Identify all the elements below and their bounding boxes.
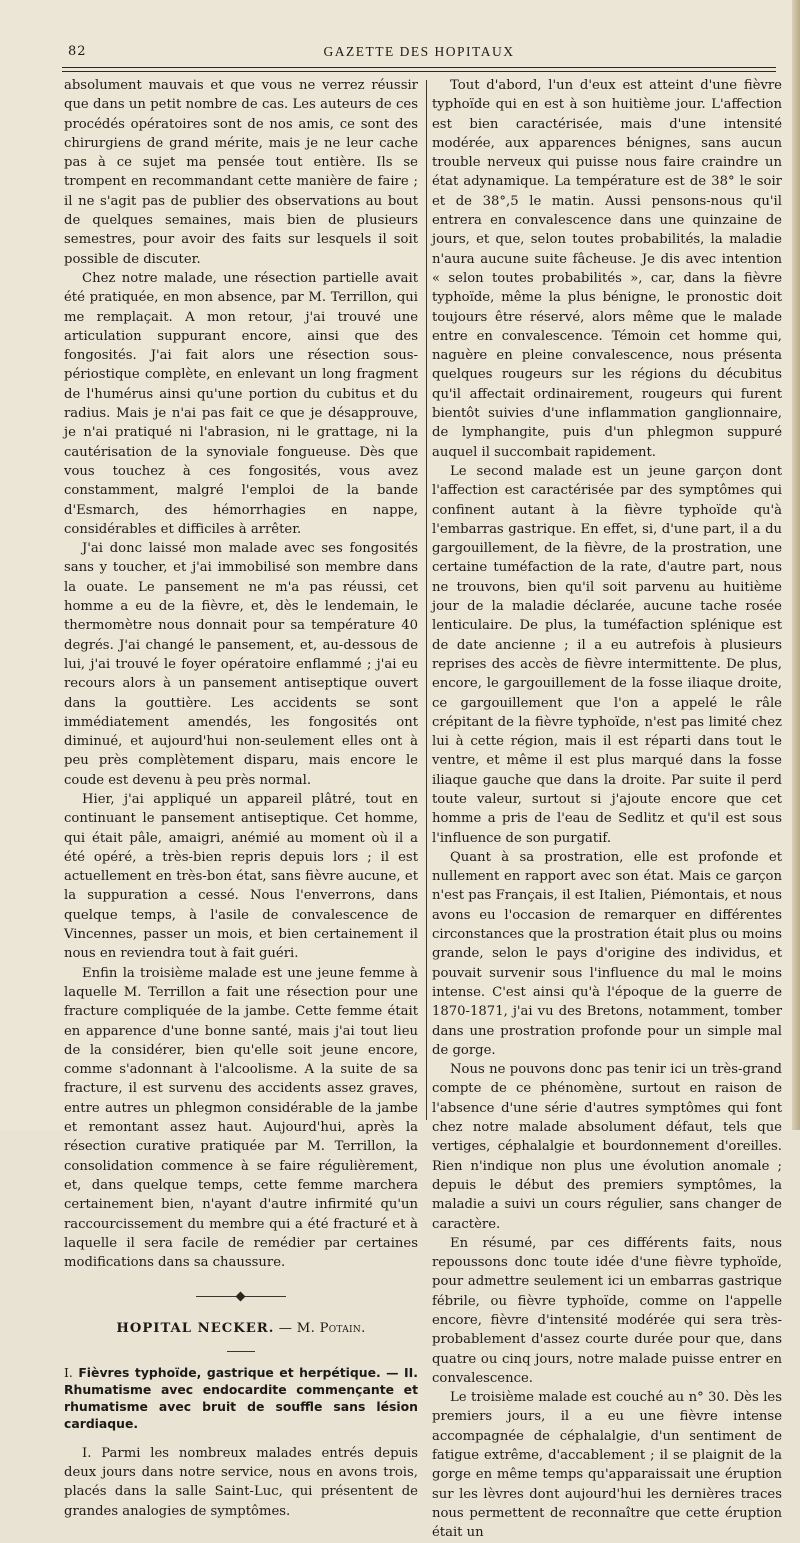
- paragraph: Tout d'abord, l'un d'eux est atteint d'une fièvre typhoïde qui en est à son huitième jour. L'affection est bien caractérisée, mais d'une intensité modérée, aux apparences bénignes, sans aucun trouble nerveux qui puisse nous faire craindre un état adynamique. La température est de 38° le soir et de 38°,5 le matin. Aussi pensons-nous qu'il entrera en convalescence dans une quinzaine de jours, et que, selon toutes probabilités, la maladie n'aura aucune suite fâcheuse. Je dis avec intention « selon toutes probabilités », car, dans la fièvre typhoïde, même la plus bénigne, le pronostic doit toujours être réservé, alors même que le malade entre en convalescence. Témoin cet homme qui, naguère en pleine convalescence, nous présenta quelques rougeurs sur les régions du décubitus qu'il affectait ordinairement, rougeurs qui furent bientôt suivies d'une inflammation ganglionnaire, de lymphangite, puis d'un phlegmon suppuré auquel il succombait rapidement.: [432, 78, 782, 460]
- section-heading: [64, 1319, 418, 1338]
- paragraph: Chez notre malade, une résection partielle avait été pratiquée, en mon absence, par M. Terrillon, qui me remplaçait. A mon retour, j'ai trouvé une articulation suppurant encore, ainsi que des fongosités. J'ai fait alors une résection sous-périostique complète, en enlevant un long fragment de l'humérus ainsi qu'une portion du cubitus et du radius. Mais je n'ai pas fait ce que je désapprouve, je n'ai pratiqué ni l'abrasion, ni le grattage, ni la cautérisation de la synoviale fongueuse. Dès que vous touchez à ces fongosités, vous avez constamment, malgré l'emploi de la bande d'Esmarch, des hémorrhagies en nappe, considérables et difficiles à arrêter.: [64, 270, 418, 537]
- right-column: [432, 76, 782, 1541]
- column-divider: [426, 80, 427, 1120]
- paragraph: En résumé, par ces différents faits, nous repoussons donc toute idée d'une fièvre typhoïde, pour admettre seulement ici un embarras gastrique fébrile, ou fièvre typhoïde, comme on l'appelle encore, fièvre d'intensité modérée qui sera très-probablement d'assez courte durée pour que, dans quatre ou cinq jours, notre malade puisse entrer en convalescence.: [432, 1235, 782, 1386]
- subject-text: Fièvres typhoïde, gastrique et herpétique. — II. Rhumatisme avec endocardite commençante et rhumatisme avec bruit de souffle sans lésion cardiaque.: [64, 1364, 418, 1431]
- paragraph: J'ai donc laissé mon malade avec ses fongosités sans y toucher, et j'ai immobilisé son membre dans la ouate. Le pansement ne m'a pas réussi, cet homme a eu de la fièvre, et, dès le lendemain, le thermomètre nous donnait pour sa température 40 degrés. J'ai changé le pansement, et, au-dessous de lui, j'ai trouvé le foyer opératoire enflammé ; j'ai eu recours alors à un pansement antiseptique ouvert dans la gouttière. Les accidents se sont immédiatement amendés, les fongosités ont diminué, et aujourd'hui non-seulement elles ont à peu près complètement disparu, mais encore le coude est devenu à peu près normal.: [64, 541, 418, 788]
- header-rule: [62, 67, 776, 68]
- paragraph: Quant à sa prostration, elle est profonde et nullement en rapport avec son état. Mais ce garçon n'est pas Français, il est Italien, Piémontais, et nous avons eu l'occasion de remarquer en différentes circonstances que la prostration était plus ou moins grande, selon le pays d'origine des individus, et pouvait survenir sous l'influence du mal le moins intense. C'est ainsi qu'à l'époque de la guerre de 1870-1871, j'ai vu des Bretons, notamment, tomber dans une prostration profonde pour un simple mal de gorge.: [432, 849, 782, 1058]
- heading-author: M. Potain.: [296, 1321, 366, 1337]
- section-separator-ornament: [196, 1296, 286, 1297]
- left-column: [64, 76, 418, 1519]
- paragraph: Hier, j'ai appliqué un appareil plâtré, tout en continuant le pansement antiseptique. Cet homme, qui était pâle, amaigri, anémié au moment où il a été opéré, a très-bien repris depuis lors ; il est actuellement en très-bon état, sans fièvre aucune, et la suppuration a cessé. Nous l'enverrons, dans quelque temps, à l'asile de convalescence de Vincennes, passer un mois, et bien certainement il nous en reviendra tout à fait guéri.: [64, 791, 418, 962]
- paragraph: Le second malade est un jeune garçon dont l'affection est caractérisée par des symptômes qui confinent autant à la fièvre typhoïde qu'à l'embarras gastrique. En effet, si, d'une part, il a du gargouillement, de la fièvre, de la prostration, une certaine tuméfaction de la rate, d'autre part, nous ne trouvons, bien qu'il soit parvenu au huitième jour de la maladie déclarée, aucune tache rosée lenticulaire. De plus, la tuméfaction splénique est de date ancienne ; il a eu autrefois à plusieurs reprises des accès de fièvre intermittente. De plus, encore, le gargouillement de la fosse iliaque droite, ce gargouillement que l'on a appelé le râle crépitant de la fièvre typhoïde, n'est pas limité chez lui à cette région, mais il est réparti dans tout le ventre, et même il est plus marqué dans la fosse iliaque gauche que dans la droite. Par suite il perd toute valeur, surtout si j'ajoute encore que cet homme a pris de l'eau de Sedlitz et qu'il est sous l'influence de son purgatif.: [432, 463, 782, 846]
- page-header: [62, 40, 776, 66]
- subject-number: I.: [64, 1364, 73, 1380]
- paragraph: absolument mauvais et que vous ne verrez réussir que dans un petit nombre de cas. Les auteurs de ces procédés opératoires sont de nos amis, ce sont des chirurgiens de grand mérite, mais je ne leur cache pas à ce sujet ma pensée tout entière. Ils se trompent en recommandant cette manière de faire ; il ne s'agit pas de publier des observations au bout de quelques semaines, mais bien de plusieurs semestres, pour avoir des faits sur lesquels il soit possible de discuter.: [64, 78, 418, 267]
- page-edge-shadow: [792, 0, 800, 1130]
- paragraph: Le troisième malade est couché au n° 30. Dès les premiers jours, il a eu une fièvre intense accompagnée de céphalalgie, d'un sentiment de fatigue extrême, d'accablement ; il se plaignit de la gorge en même temps qu'apparaissait une éruption sur les lèvres dont aujourd'hui les dernières traces nous permettent de reconnaître que cette éruption était un: [432, 1390, 782, 1541]
- paragraph: Enfin la troisième malade est une jeune femme à laquelle M. Terrillon a fait une résection pour une fracture compliquée de la jambe. Cette femme était en apparence d'une bonne santé, mais j'ai tout lieu de la considérer, bien qu'elle soit jeune encore, comme s'adonnant à l'alcoolisme. A la suite de sa fracture, il est survenu des accidents assez graves, entre autres un phlegmon considérable de la jambe et remontant assez haut. Aujourd'hui, après la résection curative pratiquée par M. Terrillon, la consolidation commence à se faire régulièrement, et, dans quelque temps, cette femme marchera certainement bien, n'ayant d'autre infirmité qu'un raccourcissement du membre qui a été fracturé et à laquelle il sera facile de remédier par certaines modifications dans sa chaussure.: [64, 965, 418, 1271]
- journal-title: GAZETTE DES HOPITAUX: [323, 44, 515, 59]
- lecture-subject: [64, 1364, 418, 1432]
- paragraph: Nous ne pouvons donc pas tenir ici un très-grand compte de ce phénomène, surtout en raison de l'absence d'une série d'autres symptômes qui font chez notre malade absolument défaut, tels que vertiges, céphalalgie et bourdonnement d'oreilles. Rien n'indique non plus une évolution anomale ; depuis le début des premiers symptômes, la maladie a suivi un cours régulier, sans changer de caractère.: [432, 1062, 782, 1232]
- paragraph: I. Parmi les nombreux malades entrés depuis deux jours dans notre service, nous en avons trois, placés dans la salle Saint-Luc, qui présentent de grandes analogies de symptômes.: [64, 1445, 418, 1519]
- hospital-name: HOPITAL NECKER.: [116, 1321, 275, 1337]
- short-rule: [227, 1351, 255, 1352]
- heading-dash: —: [274, 1321, 297, 1337]
- page-number: 82: [68, 44, 87, 59]
- header-rule-thin: [62, 71, 776, 72]
